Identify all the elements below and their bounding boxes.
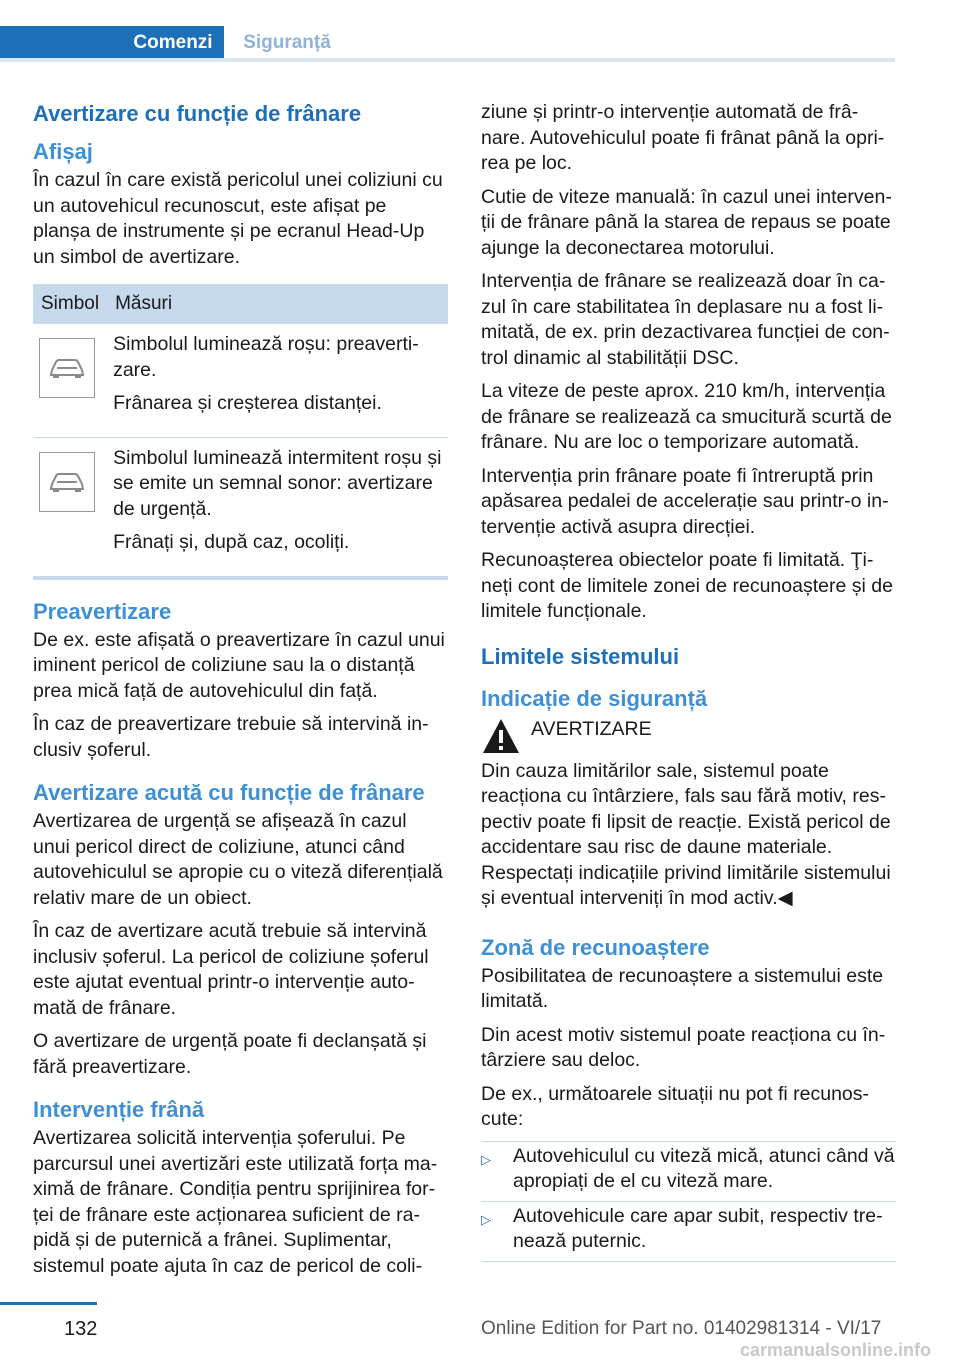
tab-spacer [0,26,122,62]
cont-text: ziune și printr-o intervenție automată de frânare. Autovehiculul poate fi frânat până la oprirea pe loc. [481,101,885,174]
safety-heading: Indicație de siguranță [481,685,708,711]
speed-text: La viteze de peste aprox. 210 km/h, intervenția de frânare se realizează ca smucitură scurtă de frânare. Nu are loc o temporizare automată. [481,380,892,453]
chapter-tabs [0,26,895,62]
table-header-symbol: Simbol [33,284,107,324]
right-column [481,100,896,1262]
recog-text: Recunoașterea obiectelor poate fi limitată. Ţineți cont de limitele zonei de recunoaștere și de limitele funcționale. [481,549,893,622]
row1-text1: Simbolul luminează roșu: preavertizare. [113,333,419,381]
row1-text2: Frânarea și creșterea distanței. [113,392,382,414]
situation-list [481,1141,896,1262]
list-item [481,1202,896,1262]
afisaj-heading: Afișaj [33,139,93,164]
symbol-table [33,284,448,580]
zone-heading: Zonă de recunoaștere [481,934,710,960]
brake-heading: Intervenție frână [33,1097,205,1122]
tab-siguranta[interactable]: Siguranță [243,32,331,53]
manual-text: Cutie de viteze manuală: în cazul unei intervenții de frânare până la starea de repaus se poate ajunge la deconectarea motorului. [481,185,892,259]
watermark: carmanualsonline.info [740,1340,932,1360]
acute-text3: O avertizare de urgență poate fi declanșată și fără preavertizare. [33,1030,427,1078]
bullet-triangle-icon: ▷ [481,1211,491,1227]
interrupt-text: Intervenția prin frânare poate fi întreruptă prin apăsarea pedalei de accelerație sau printr-o intervenție activă asupra direcției. [481,464,889,538]
warning-title: AVERTIZARE [531,717,652,740]
dsc-text: Intervenția de frânare se realizează doar în cazul în care stabilitatea în deplasare nu a fost limitată, de ex. prin dezactivarea funcției de control dinamic al stabilității DSC. [481,270,890,369]
pre-text2: În caz de preavertizare trebuie să intervină inclusiv șoferul. [33,713,429,761]
car-warning-icon [39,452,95,512]
table-row [33,437,448,578]
zone-text2: Din acest motiv sistemul poate reacționa cu întârziere sau deloc. [481,1023,886,1071]
acute-text1: Avertizarea de urgență se afișează în cazul unui pericol direct de coliziune, atunci când autovehiculul se apropie cu o viteză diferențială relativ mare de un obiect. [33,810,443,909]
warning-text: Din cauza limitărilor sale, sistemul poate reacționa cu întârziere, fals sau fără motiv, respectiv poate fi lipsit de reacție. Există pericol de accidentare sau risc de daune materiale. Respectați indicațiile privind limitările sistemului și eventual interveniți în mod activ.◀ [481,759,891,909]
tab-underline [0,58,895,62]
list-item-text: Autovehicule care apar subit, respectiv trenează puternic. [513,1204,883,1252]
list-item [481,1142,896,1202]
section-title: Avertizare cu funcție de frânare [33,101,362,126]
car-warning-icon [39,338,95,398]
table-header-measures: Măsuri [107,284,448,324]
brake-text: Avertizarea solicită intervenția șoferului. Pe parcursul unei avertizări este utilizată forța maximă de frânare. Condiția pentru sprijinirea forței de frânare este acționarea suficient de rapidă și de puternică a frânei. Suplimentar, sistemul poate ajuta în caz de pericol de coli- [33,1127,438,1277]
row2-text2: Frânați și, după caz, ocoliți. [113,531,350,553]
pre-text1: De ex. este afișată o preavertizare în cazul unui iminent pericol de coliziune sau la o distanță prea mică față de autovehiculul din față. [33,628,445,702]
left-column [33,100,448,1287]
preavertizare-heading: Preavertizare [33,598,172,624]
page-number: 132 [64,1318,98,1340]
edition-note: Online Edition for Part no. 01402981314 - VI/17 [481,1318,882,1339]
warning-triangle-icon [481,717,521,755]
bullet-triangle-icon: ▷ [481,1151,491,1167]
zone-text3: De ex., următoarele situații nu pot fi recunoscute: [481,1082,870,1130]
footer-rule [0,1302,97,1305]
limits-heading: Limitele sistemului [481,643,680,669]
afisaj-text: În cazul în care există pericolul unei coliziuni cu un autovehicul recunoscut, este afișat pe planșa de instrumente și pe ecranul Head-Up un simbol de avertizare. [33,169,443,268]
table-row [33,324,448,437]
warning-block [481,717,896,755]
list-item-text: Autovehiculul cu viteză mică, atunci când vă apropiați de el cu viteză mare. [513,1144,895,1192]
tab-comenzi[interactable]: Comenzi [122,26,224,62]
acute-heading: Avertizare acută cu funcție de frânare [33,780,425,805]
acute-text2: În caz de avertizare acută trebuie să intervină inclusiv șoferul. La pericol de coliziune șoferul este ajutat eventual printr-o intervenție automată de frânare. [33,920,429,1019]
row2-text1: Simbolul luminează intermitent roșu și se emite un semnal sonor: avertizare de urgență. [113,446,442,520]
zone-text1: Posibilitatea de recunoaștere a sistemului este limitată. [481,964,884,1012]
